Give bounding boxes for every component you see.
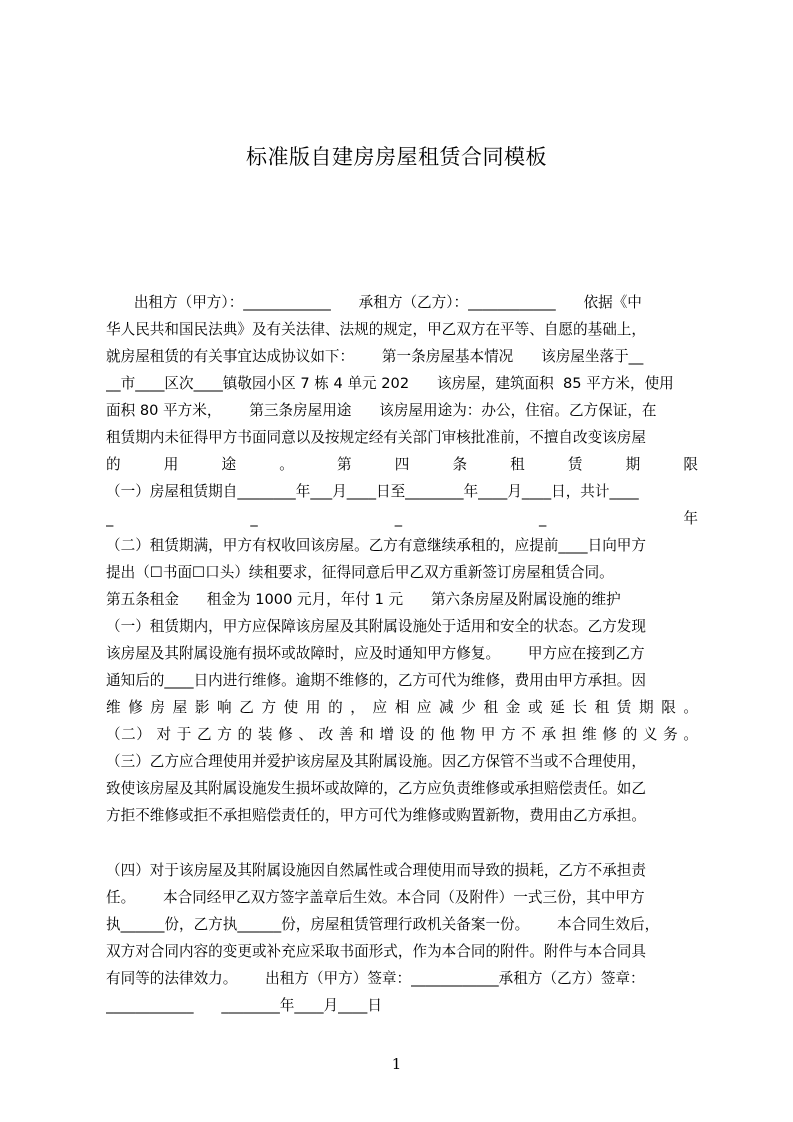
text-line: ____________ ________年____月____日 — [106, 997, 382, 1014]
text-line: 有同等的法律效力。 出租方（甲方）签章：____________承租方（乙方）签章： — [106, 970, 645, 987]
text-line: 方拒不维修或拒不承担赔偿责任的，甲方可代为维修或购置新物，费用由乙方承担。 — [106, 807, 646, 824]
page-number: 1 — [391, 1055, 402, 1073]
text-line: 就房屋租赁的有关事宜达成协议如下： 第一条房屋基本情况 该房屋坐落于__ — [106, 348, 644, 365]
text-line: 的 用 途 。 第 四 条 租 赁 期 限 — [106, 456, 698, 473]
text-line: 该房屋及其附属设施有损坏或故障时，应及时通知甲方修复。 甲方应在接到乙方 — [106, 645, 645, 662]
text-line: 通知后的____日内进行维修。逾期不维修的，乙方可代为维修，费用由甲方承担。因 — [106, 672, 646, 689]
text-line: 提出（☐书面☐口头）续租要求，征得同意后甲乙双方重新签订房屋租赁合同。 — [106, 564, 614, 581]
text-line: 出租方（甲方）：____________ 承租方（乙方）：____________ 依据《中 — [106, 294, 642, 311]
text-line: 面积 80 平方米， 第三条房屋用途 该房屋用途为：办公，住宿。乙方保证，在 — [106, 402, 657, 419]
text-line: （四）对于该房屋及其附属设施因自然属性或合理使用而导致的损耗，乙方不承担责 — [106, 862, 646, 879]
text-line: （三）乙方应合理使用并爱护该房屋及其附属设施。因乙方保管不当或不合理使用， — [106, 753, 646, 770]
text-line: 致使该房屋及其附属设施发生损坏或故障的，乙方应负责维修或承担赔偿责任。如乙 — [106, 780, 646, 797]
text-line: 第五条租金 租金为 1000 元月，年付 1 元 第六条房屋及附属设施的维护 — [106, 591, 621, 608]
document-title: 标准版自建房房屋租赁合同模板 — [246, 145, 547, 169]
text-line: （一）租赁期内，甲方应保障该房屋及其附属设施处于适用和安全的状态。乙方发现 — [106, 618, 646, 635]
text-line: _ _ _ _ 年 — [106, 510, 698, 527]
text-line: （一）房屋租赁期自________年___月____日至________年____月____日，共计____ — [106, 483, 639, 500]
text-line: 华人民共和国民法典》及有关法律、法规的规定，甲乙双方在平等、自愿的基础上， — [106, 321, 646, 338]
text-line: 租赁期内未征得甲方书面同意以及按规定经有关部门审核批准前，不擅自改变该房屋 — [106, 429, 646, 446]
text-line: （二） 对 于 乙 方 的 装 修 、 改 善 和 增 设 的 他 物 甲 方 不 承 担 维 修 的 义 务 。 — [106, 726, 698, 743]
text-line: __市____区次____镇敬园小区 7 栋 4 单元 202 该房屋，建筑面积 85 平方米，使用 — [106, 375, 674, 392]
text-line: 执______份，乙方执______份，房屋租赁管理行政机关备案一份。 本合同生效后， — [106, 916, 660, 933]
text-line: （二）租赁期满，甲方有权收回该房屋。乙方有意继续承租的，应提前____日向甲方 — [106, 537, 646, 554]
text-line: 维 修 房 屋 影 响 乙 方 使 用 的 ， 应 相 应 减 少 租 金 或 延 长 租 赁 期 限 。 — [106, 699, 698, 716]
text-line: 双方对合同内容的变更或补充应采取书面形式，作为本合同的附件。附件与本合同具 — [106, 943, 646, 960]
text-line: 任。 本合同经甲乙双方签字盖章后生效。本合同（及附件）一式三份，其中甲方 — [106, 889, 645, 906]
